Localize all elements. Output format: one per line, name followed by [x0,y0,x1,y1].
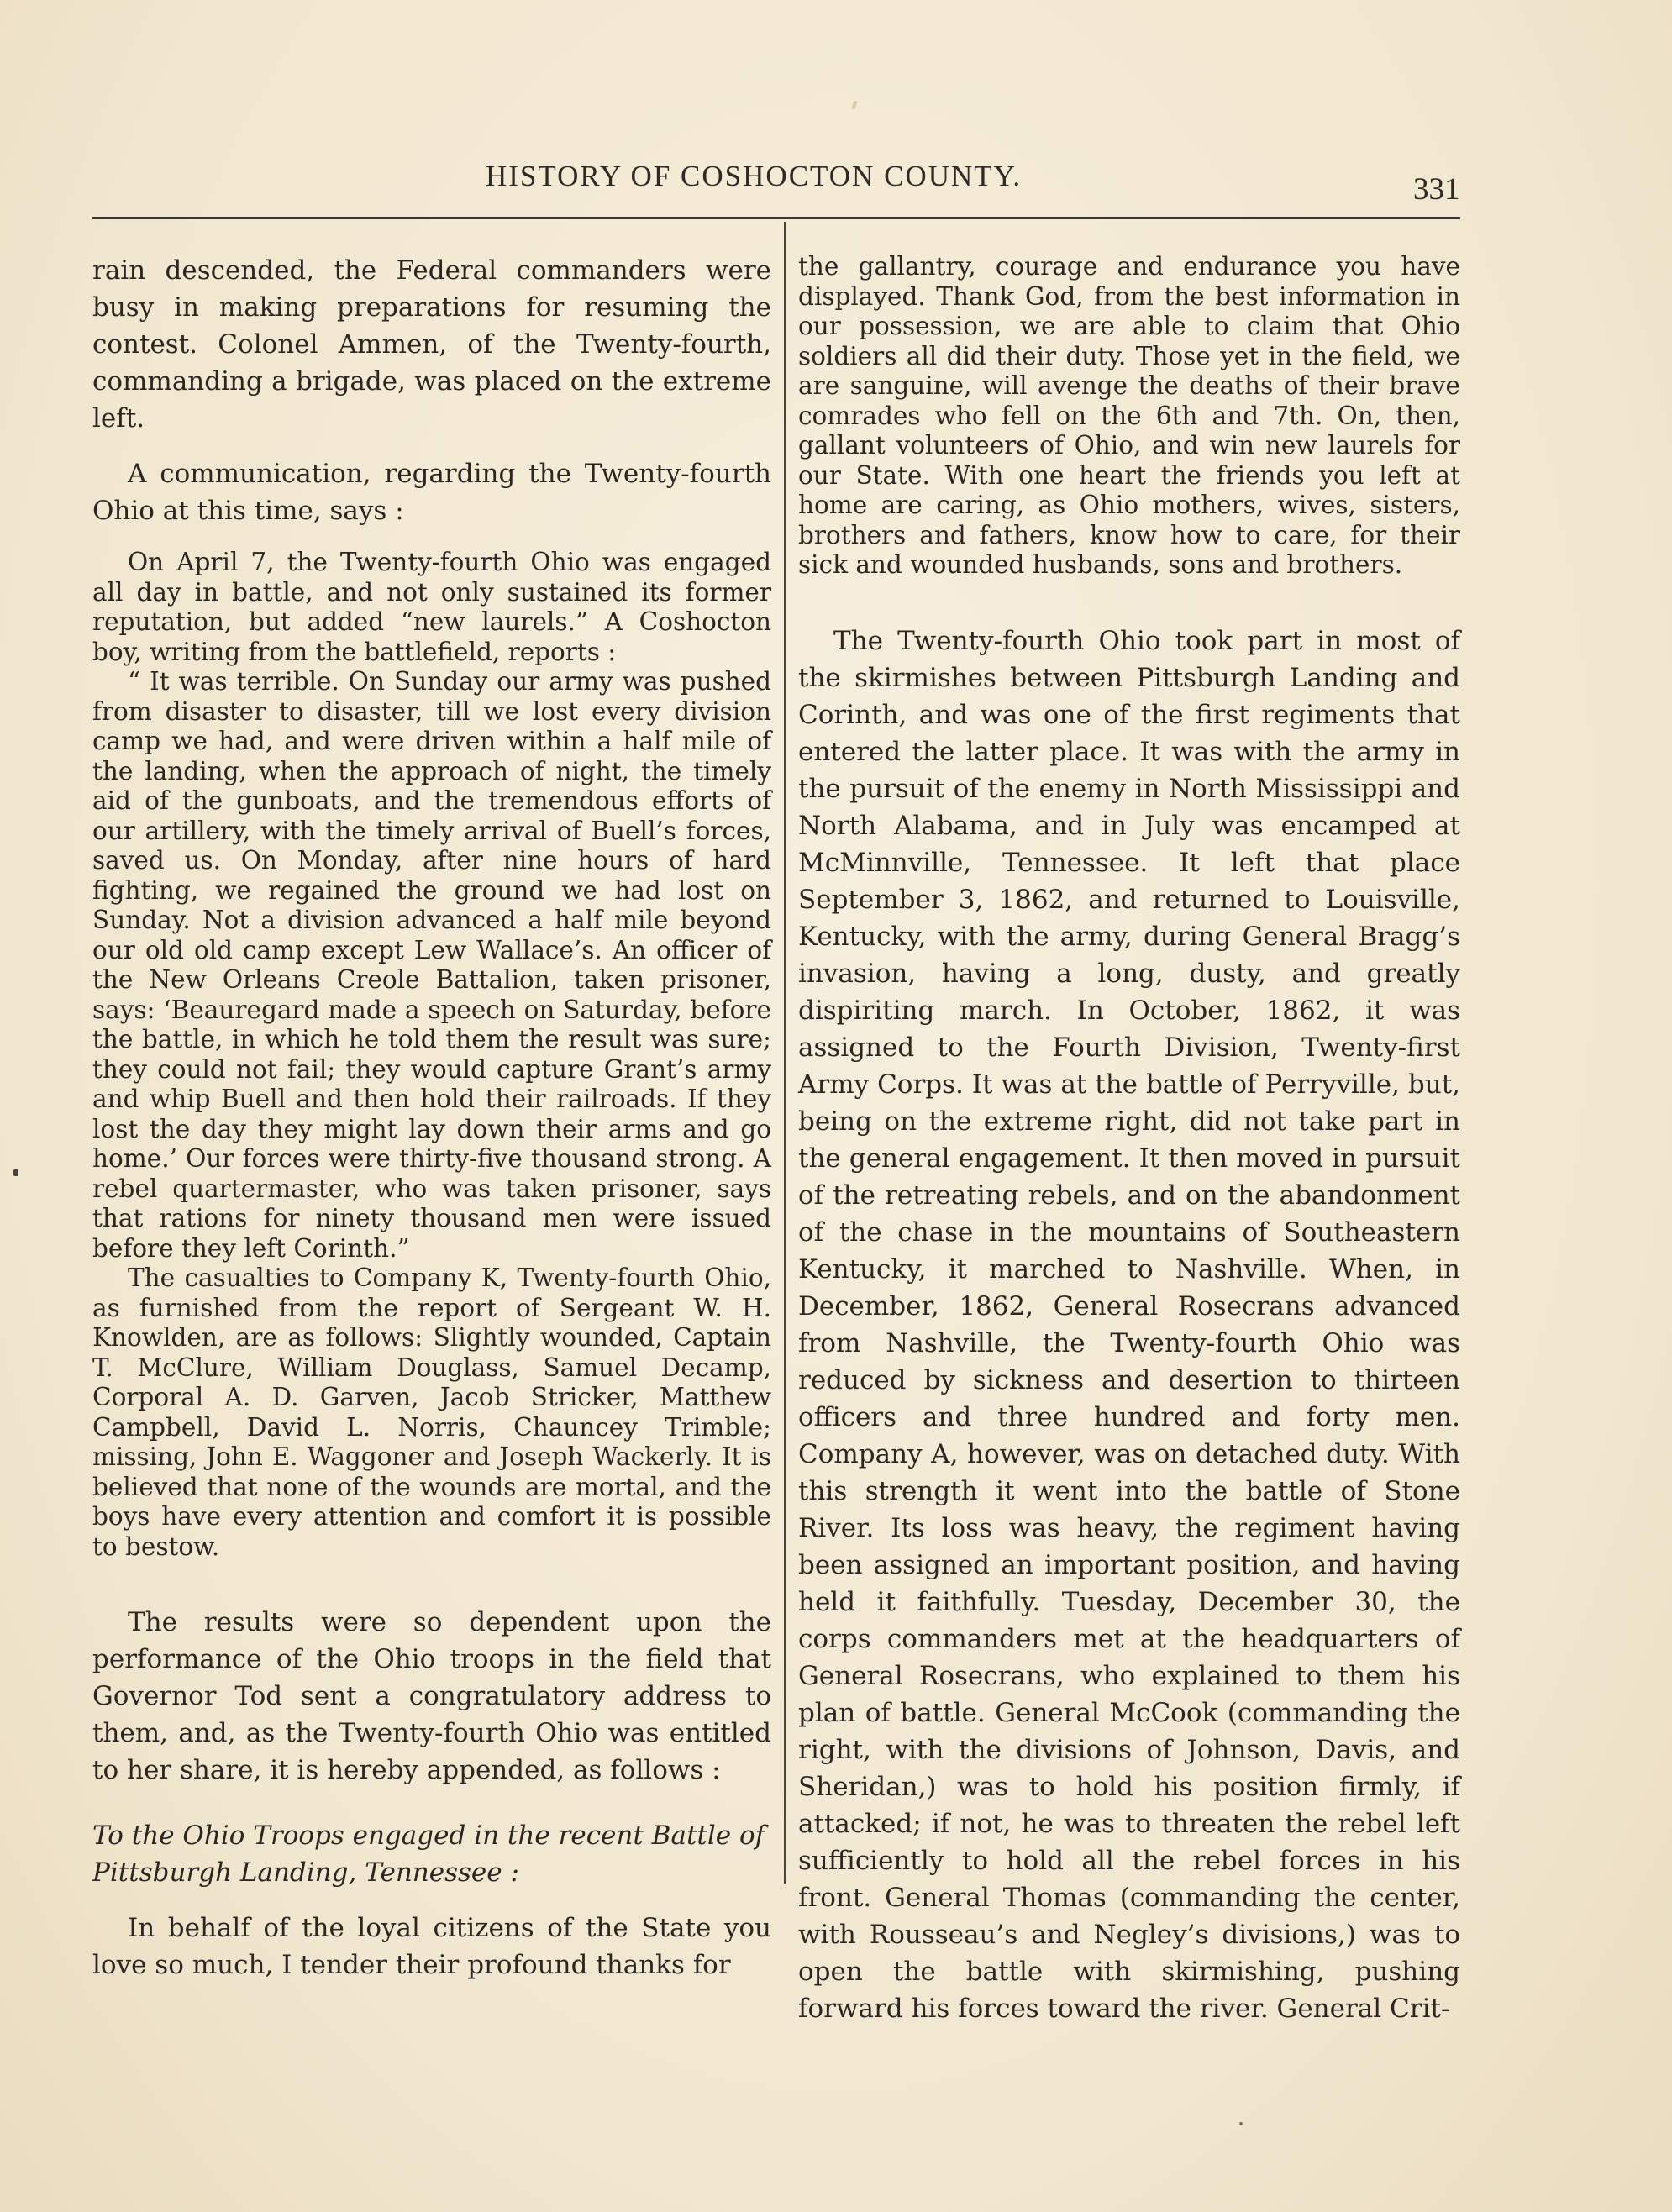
left-column [92,252,771,1983]
paragraph: rain descended, the Federal commanders were busy in making preparations for resuming the contest. Colonel Ammen, of the Twenty-fourth, commanding a brigade, was placed on the extreme left. [92,255,771,433]
page-speck [1239,2122,1243,2125]
paragraph: A communication, regarding the Twenty-fourth Ohio at this time, says : [92,459,771,526]
paragraph: The results were so dependent upon the performance of the Ohio troops in the field that Governor Tod sent a congratulatory address to them, and, as the Twenty-fourth Ohio was entitled to her share, it is hereby appended, as follows : [92,1607,771,1785]
quoted-paragraph: the gallantry, courage and endurance you have displayed. Thank God, from the best information in our possession, we are able to claim that Ohio soldiers all did their duty. Those yet in the field, we are sanguine, will avenge the deaths of their brave comrades who fell on the 6th and 7th. On, then, gallant volunteers of Ohio, and win new laurels for our State. With one heart the friends you left at home are caring, as Ohio mothers, wives, sisters, brothers and fathers, know how to care, for their sick and wounded husbands, sons and brothers. [798,252,1460,579]
paragraph: The Twenty-fourth Ohio took part in most of the skirmishes between Pittsburgh Landing and Corinth, and was one of the first regiments that entered the latter place. It was with the army in the pursuit of the enemy in North Mississippi and North Alabama, and in July was encamped at McMinnville, Tennessee. It left that place September 3, 1862, and returned to Louisville, Kentucky, with the army, during General Bragg’s invasion, having a long, dusty, and greatly dispiriting march. In October, 1862, it was assigned to the Fourth Division, Twenty-first Army Corps. It was at the battle of Perryville, but, being on the extreme right, did not take part in the general engagement. It then moved in pursuit of the retreating rebels, and on the abandonment of the chase in the mountains of Southeastern Kentucky, it marched to Nashville. When, in December, 1862, General Rosecrans advanced from Nashville, the Twenty-fourth Ohio was reduced by sickness and desertion to thirteen officers and three hundred and forty men. Company A, however, was on detached duty. With this strength it went into the battle of Stone River. Its loss was heavy, the regiment having been assigned an important position, and having held it faithfully. Tuesday, December 30, the corps commanders met at the headquarters of General Rosecrans, who explained to them his plan of battle. General McCook (commanding the right, with the divisions of Johnson, Davis, and Sheridan,) was to hold his position firmly, if attacked; if not, he was to threaten the rebel left sufficiently to hold all the rebel forces in his front. General Thomas (commanding the center, with Rousseau’s and Negley’s divisions,) was to open the battle with skirmishing, pushing forward his forces toward the river. General Crit- [798,625,1460,2024]
paper-speck [851,101,857,110]
quoted-paragraph: On April 7, the Twenty-fourth Ohio was engaged all day in battle, and not only sustained its former reputation, but added “new laurels.” A Coshocton boy, writing from the battlefield, reports : [92,548,771,666]
header-rule [92,217,1460,219]
page-number: 331 [1413,172,1460,207]
column-divider [784,222,786,1884]
address-heading: To the Ohio Troops engaged in the recent Battle of Pittsburgh Landing, Tennessee : [92,1821,765,1888]
paragraph: In behalf of the loyal citizens of the State you love so much, I tender their profound thanks for [92,1913,771,1980]
right-column [798,252,1460,2027]
quoted-paragraph: “ It was terrible. On Sunday our army was pushed from disaster to disaster, till we lost every division camp we had, and were driven within a half mile of the landing, when the approach of night, the timely aid of the gunboats, and the tremendous efforts of our artillery, with the timely arrival of Buell’s forces, saved us. On Monday, after nine hours of hard fighting, we regained the ground we had lost on Sunday. Not a division advanced a half mile beyond our old old camp except Lew Wallace’s. An officer of the New Orleans Creole Battalion, taken prisoner, says: ‘Beauregard made a speech on Saturday, before the battle, in which he told them the result was sure; they could not fail; they would capture Grant’s army and whip Buell and then hold their railroads. If they lost the day they might lay down their arms and go home.’ Our forces were thirty-five thousand strong. A rebel quartermaster, who was taken prisoner, says that rations for ninety thousand men were issued before they left Corinth.” [92,667,771,1263]
quoted-paragraph: The casualties to Company K, Twenty-fourth Ohio, as furnished from the report of Sergeant W. H. Knowlden, are as follows: Slightly wounded, Captain T. McClure, William Douglass, Samuel Decamp, Corporal A. D. Garven, Jacob Stricker, Matthew Campbell, David L. Norris, Chauncey Trimble; missing, John E. Waggoner and Joseph Wackerly. It is believed that none of the wounds are mortal, and the boys have every attention and comfort it is possible to bestow. [92,1264,771,1561]
running-head: HISTORY OF COSHOCTON COUNTY. [486,160,1023,192]
margin-mark [13,1169,18,1176]
